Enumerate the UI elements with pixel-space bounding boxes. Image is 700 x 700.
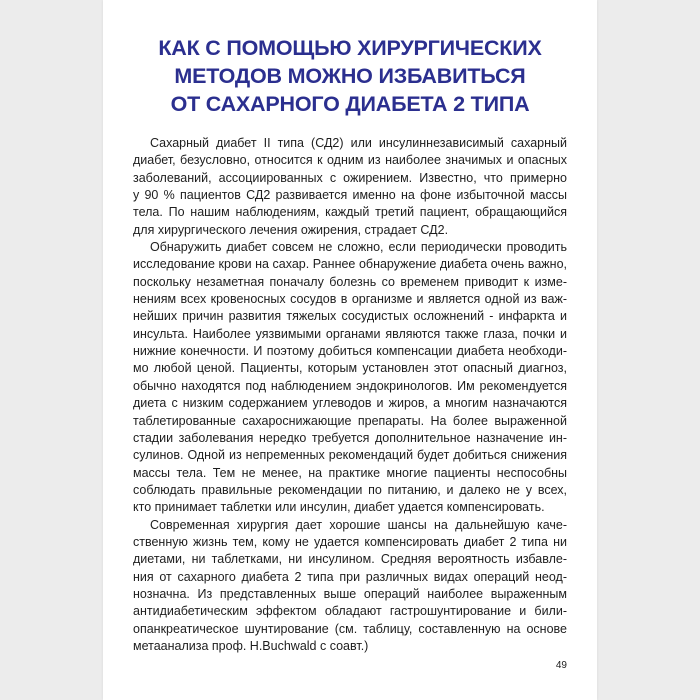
text-line: тела. По нашим наблюдениям, каждый третий пациент, обращающийся <box>133 205 567 220</box>
text-line: опанкреатическое шунтирование (см. таблицу, составленную на основе <box>133 621 567 636</box>
text-line: антидиабетическим эффектом обладают гастрошунтирование и били- <box>133 604 567 619</box>
title-line: КАК С ПОМОЩЬЮ ХИРУРГИЧЕСКИХ <box>158 36 542 60</box>
document-page <box>103 0 597 700</box>
text-line: нозначна. Из представленных выше операций наиболее выраженным <box>133 586 567 601</box>
text-line: сулинов. Одной из непременных рекомендаций будет добиться снижения <box>133 448 567 463</box>
text-line: инсульта. Наиболее уязвимыми органами являются также глаза, почки и <box>133 326 567 341</box>
text-line: нениям всех кровеносных сосудов в организме и является одной из важ- <box>133 292 567 307</box>
text-line: обычно находятся под наблюдением эндокринологов. Им рекомендуется <box>133 378 567 393</box>
title-line: МЕТОДОВ МОЖНО ИЗБАВИТЬСЯ <box>174 64 526 88</box>
page-number: 49 <box>555 660 567 671</box>
text-line: исследование крови на сахар. Раннее обнаружение диабета очень важно, <box>133 257 567 272</box>
title-line: ОТ САХАРНОГО ДИАБЕТА 2 ТИПА <box>170 92 530 116</box>
text-line: ния от сахарного диабета 2 типа при различных видах операций неод- <box>133 569 567 584</box>
page-title <box>103 34 597 118</box>
text-line: стадии заболевания нередко требуется дополнительное назначение ин- <box>133 430 567 445</box>
text-line: диетами, ни таблетками, ни инсулином. Средняя вероятность избавле- <box>133 552 567 567</box>
paragraph <box>133 239 567 517</box>
text-line: нижние конечности. И поэтому добиться компенсации диабета необходи- <box>133 344 567 359</box>
text-line: поскольку незаметная поначалу болезнь со временем приводит к изме- <box>133 274 567 289</box>
body-text <box>133 135 567 655</box>
text-line: Сахарный диабет II типа (СД2) или инсулиннезависимый сахарный <box>150 136 567 150</box>
text-line: диета с низким содержанием углеводов и жиров, а многим назначаются <box>133 396 567 411</box>
text-line: массы тела. Тем не менее, на практике многие пациенты неспособны <box>133 465 567 480</box>
text-line: мо любой ценой. Пациенты, которым установлен этот опасный диагноз, <box>133 361 567 376</box>
text-line: таблетированные сахароснижающие препараты. На более выраженной <box>133 413 567 428</box>
text-line: ственную жизнь тем, кому не удается компенсировать диабет 2 типа ни <box>133 534 567 549</box>
text-line: заболеваний, ассоциированных с ожирением. Известно, что примерно <box>133 170 567 185</box>
paragraph <box>133 135 567 239</box>
text-line: для хирургического лечения ожирения, страдает СД2. <box>133 222 449 237</box>
text-line: Современная хирургия дает хорошие шансы на дальнейшую каче- <box>150 517 567 532</box>
text-line: диабет, безусловно, относится к одним из наиболее значимых и опасных <box>133 153 567 168</box>
paragraph <box>133 517 567 656</box>
text-line: Обнаружить диабет совсем не сложно, если периодически проводить <box>150 240 567 255</box>
text-line: метаанализа проф. H.Buchwald с соавт.) <box>133 638 369 653</box>
text-line: у 90 % пациентов СД2 развивается именно на фоне избыточной массы <box>133 188 567 203</box>
text-line: соблюдать правильные рекомендации по питанию, и далеко не у всех, <box>133 482 567 497</box>
text-line: нейших причин развития тяжелых сосудистых осложнений - инфаркта и <box>133 309 567 324</box>
text-line: кто принимает таблетки или инсулин, диабет удается компенсировать. <box>133 500 545 515</box>
